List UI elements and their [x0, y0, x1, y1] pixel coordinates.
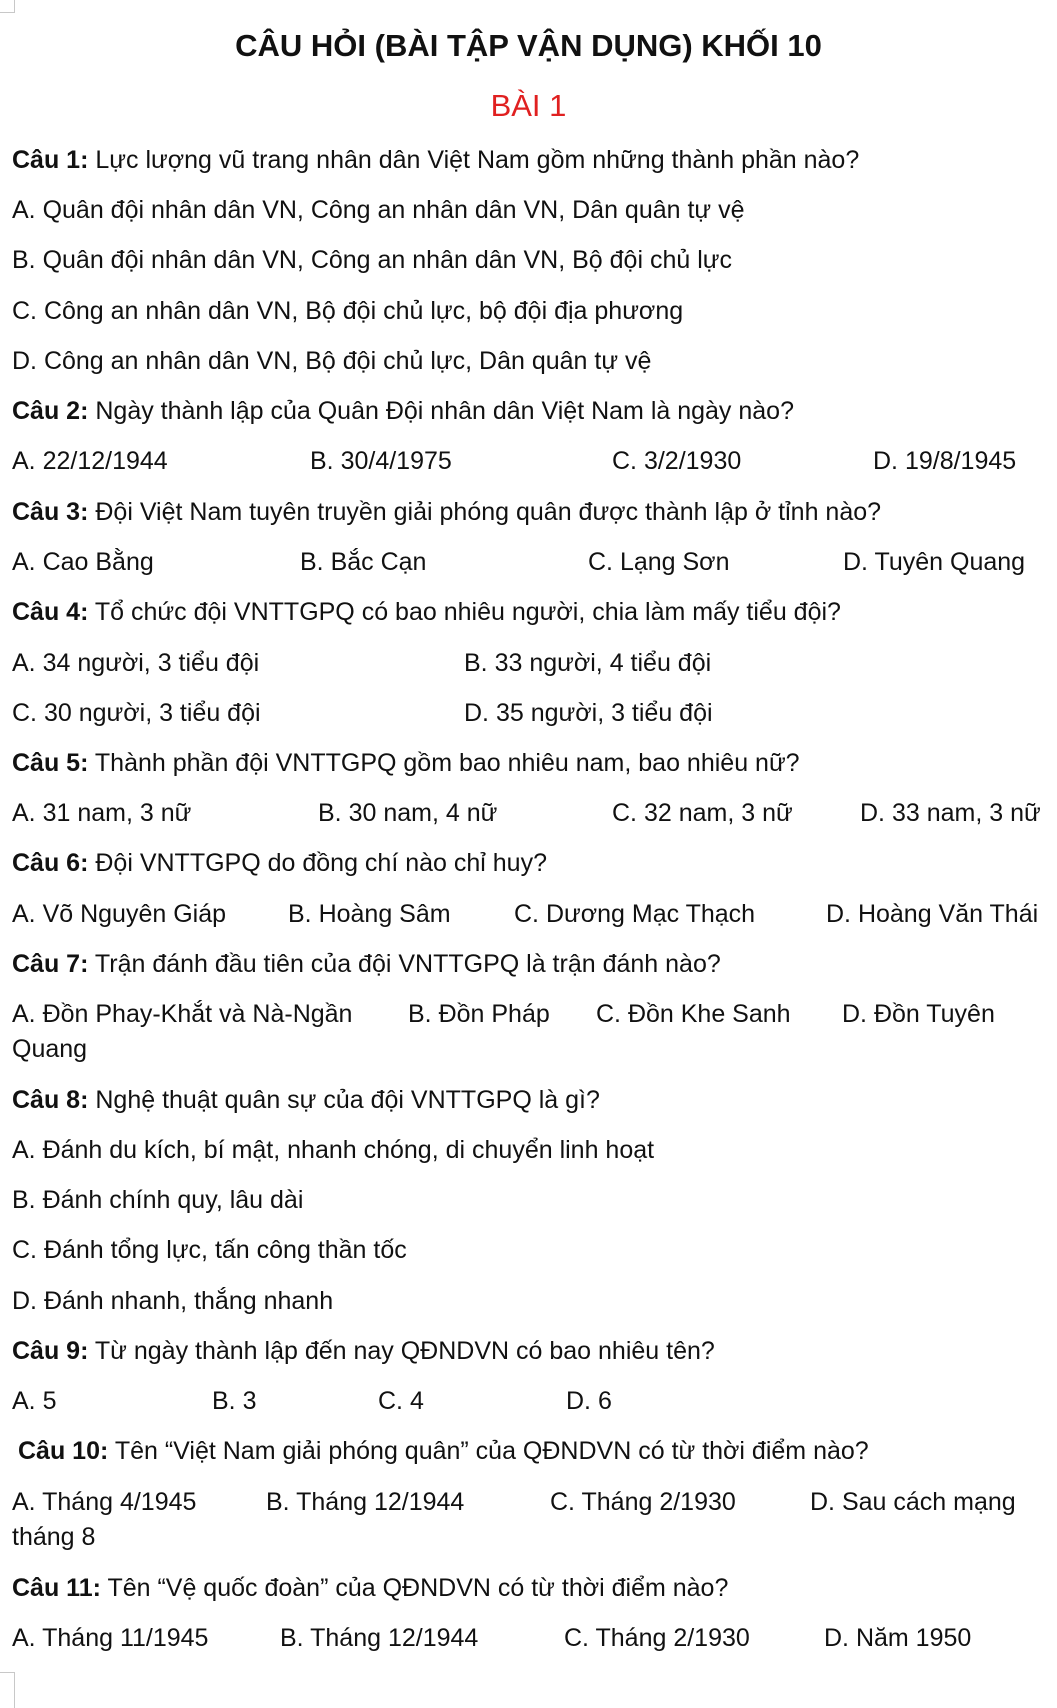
page-corner-mark	[0, 1672, 15, 1708]
option-d: D. 6	[566, 1387, 612, 1415]
question-3	[12, 495, 881, 529]
option-b: B. Hoàng Sâm	[288, 900, 451, 928]
lesson-title: BÀI 1	[490, 88, 567, 123]
option-d: D. Đồn Tuyên	[842, 1000, 995, 1028]
option-b: B. Quân đội nhân dân VN, Công an nhân dân VN, Bộ đội chủ lực	[12, 246, 732, 274]
option-a: A. Đồn Phay-Khắt và Nà-Ngần	[12, 1000, 353, 1028]
question-11	[12, 1571, 728, 1605]
option-b: B. 30/4/1975	[310, 447, 452, 475]
document-title: CÂU HỎI (BÀI TẬP VẬN DỤNG) KHỐI 10	[235, 28, 822, 63]
option-b: B. 30 nam, 4 nữ	[318, 799, 498, 827]
question-text: Từ ngày thành lập đến nay QĐNDVN có bao nhiêu tên?	[94, 1337, 715, 1365]
question-label: Câu 5:	[12, 749, 89, 777]
question-label: Câu 11:	[12, 1574, 101, 1602]
question-7	[12, 947, 721, 981]
question-8	[12, 1083, 600, 1117]
question-1	[12, 143, 859, 177]
question-6	[12, 846, 547, 880]
option-c: C. Tháng 2/1930	[550, 1488, 736, 1516]
options-row	[12, 444, 1052, 478]
option-c: C. Tháng 2/1930	[564, 1624, 750, 1652]
option-a: A. Cao Bằng	[12, 548, 154, 576]
option-a: A. Tháng 11/1945	[12, 1624, 209, 1652]
option-d: D. 35 người, 3 tiểu đội	[464, 699, 713, 727]
options-row	[12, 646, 1052, 680]
option-d: D. Công an nhân dân VN, Bộ đội chủ lực, Dân quân tự vệ	[12, 347, 652, 375]
option-c: C. Đồn Khe Sanh	[596, 1000, 791, 1028]
option-c: C. Đánh tổng lực, tấn công thần tốc	[12, 1236, 407, 1264]
option-d: D. 33 nam, 3 nữ	[860, 799, 1041, 827]
options-row	[12, 696, 1052, 730]
question-label: Câu 4:	[12, 598, 89, 626]
options-row	[12, 1384, 1052, 1418]
question-text: Tên “Vệ quốc đoàn” của QĐNDVN có từ thời điểm nào?	[107, 1574, 729, 1602]
option-d: D. Tuyên Quang	[843, 548, 1026, 576]
question-10	[18, 1434, 869, 1468]
question-label: Câu 1:	[12, 146, 89, 174]
question-5	[12, 746, 800, 780]
option-d: D. Đánh nhanh, thắng nhanh	[12, 1287, 334, 1315]
option-c: C. 30 người, 3 tiểu đội	[12, 699, 261, 727]
options-row	[12, 997, 1052, 1031]
option-a: A. 31 nam, 3 nữ	[12, 799, 192, 827]
option-c: C. 3/2/1930	[612, 447, 742, 475]
option-d: D. Năm 1950	[824, 1624, 972, 1652]
question-label: Câu 3:	[12, 498, 89, 526]
option-b: B. Tháng 12/1944	[280, 1624, 479, 1652]
option-a: A. Quân đội nhân dân VN, Công an nhân dân VN, Dân quân tự vệ	[12, 196, 745, 224]
option-d-continuation: Quang	[12, 1035, 88, 1063]
question-label: Câu 7:	[12, 950, 89, 978]
option-b: B. Bắc Cạn	[300, 548, 427, 576]
question-2	[12, 394, 794, 428]
question-text: Đội Việt Nam tuyên truyền giải phóng quân được thành lập ở tỉnh nào?	[95, 498, 882, 526]
question-text: Thành phần đội VNTTGPQ gồm bao nhiêu nam, bao nhiêu nữ?	[94, 749, 800, 777]
question-text: Lực lượng vũ trang nhân dân Việt Nam gồm những thành phần nào?	[95, 146, 860, 174]
option-d-continuation: tháng 8	[12, 1523, 96, 1551]
option-d: D. Sau cách mạng	[810, 1488, 1016, 1516]
option-c: C. Lạng Sơn	[588, 548, 730, 576]
question-label: Câu 2:	[12, 397, 89, 425]
question-label: Câu 6:	[12, 849, 89, 877]
option-b: B. 3	[212, 1387, 257, 1415]
option-a: A. Võ Nguyên Giáp	[12, 900, 227, 928]
options-row	[12, 1485, 1052, 1519]
option-b: B. 33 người, 4 tiểu đội	[464, 649, 712, 677]
question-9	[12, 1334, 715, 1368]
option-a: A. 22/12/1944	[12, 447, 168, 475]
option-a: A. 5	[12, 1387, 57, 1415]
question-text: Trận đánh đầu tiên của đội VNTTGPQ là trận đánh nào?	[94, 950, 721, 978]
question-label: Câu 8:	[12, 1086, 89, 1114]
question-text: Tên “Việt Nam giải phóng quân” của QĐNDVN có từ thời điểm nào?	[114, 1437, 869, 1465]
option-c: C. Công an nhân dân VN, Bộ đội chủ lực, bộ đội địa phương	[12, 297, 684, 325]
options-row	[12, 1621, 1052, 1655]
options-row	[12, 796, 1052, 830]
option-d: D. Hoàng Văn Thái	[826, 900, 1039, 928]
option-b: B. Tháng 12/1944	[266, 1488, 465, 1516]
option-b: B. Đánh chính quy, lâu dài	[12, 1186, 304, 1214]
option-c: C. 32 nam, 3 nữ	[612, 799, 793, 827]
option-b: B. Đồn Pháp	[408, 1000, 550, 1028]
option-d: D. 19/8/1945	[873, 447, 1017, 475]
question-text: Đội VNTTGPQ do đồng chí nào chỉ huy?	[95, 849, 547, 877]
option-c: C. Dương Mạc Thạch	[514, 900, 756, 928]
options-row	[12, 897, 1052, 931]
question-text: Ngày thành lập của Quân Đội nhân dân Việt Nam là ngày nào?	[95, 397, 794, 425]
question-4	[12, 595, 841, 629]
option-a: A. 34 người, 3 tiểu đội	[12, 649, 260, 677]
question-label: Câu 9:	[12, 1337, 89, 1365]
option-a: A. Đánh du kích, bí mật, nhanh chóng, di chuyển linh hoạt	[12, 1136, 655, 1164]
question-text: Tổ chức đội VNTTGPQ có bao nhiêu người, chia làm mấy tiểu đội?	[94, 598, 841, 626]
option-c: C. 4	[378, 1387, 424, 1415]
option-a: A. Tháng 4/1945	[12, 1488, 197, 1516]
options-row	[12, 545, 1052, 579]
question-text: Nghệ thuật quân sự của đội VNTTGPQ là gì?	[95, 1086, 600, 1114]
page-corner-mark	[0, 0, 15, 13]
question-label: Câu 10:	[18, 1437, 109, 1465]
